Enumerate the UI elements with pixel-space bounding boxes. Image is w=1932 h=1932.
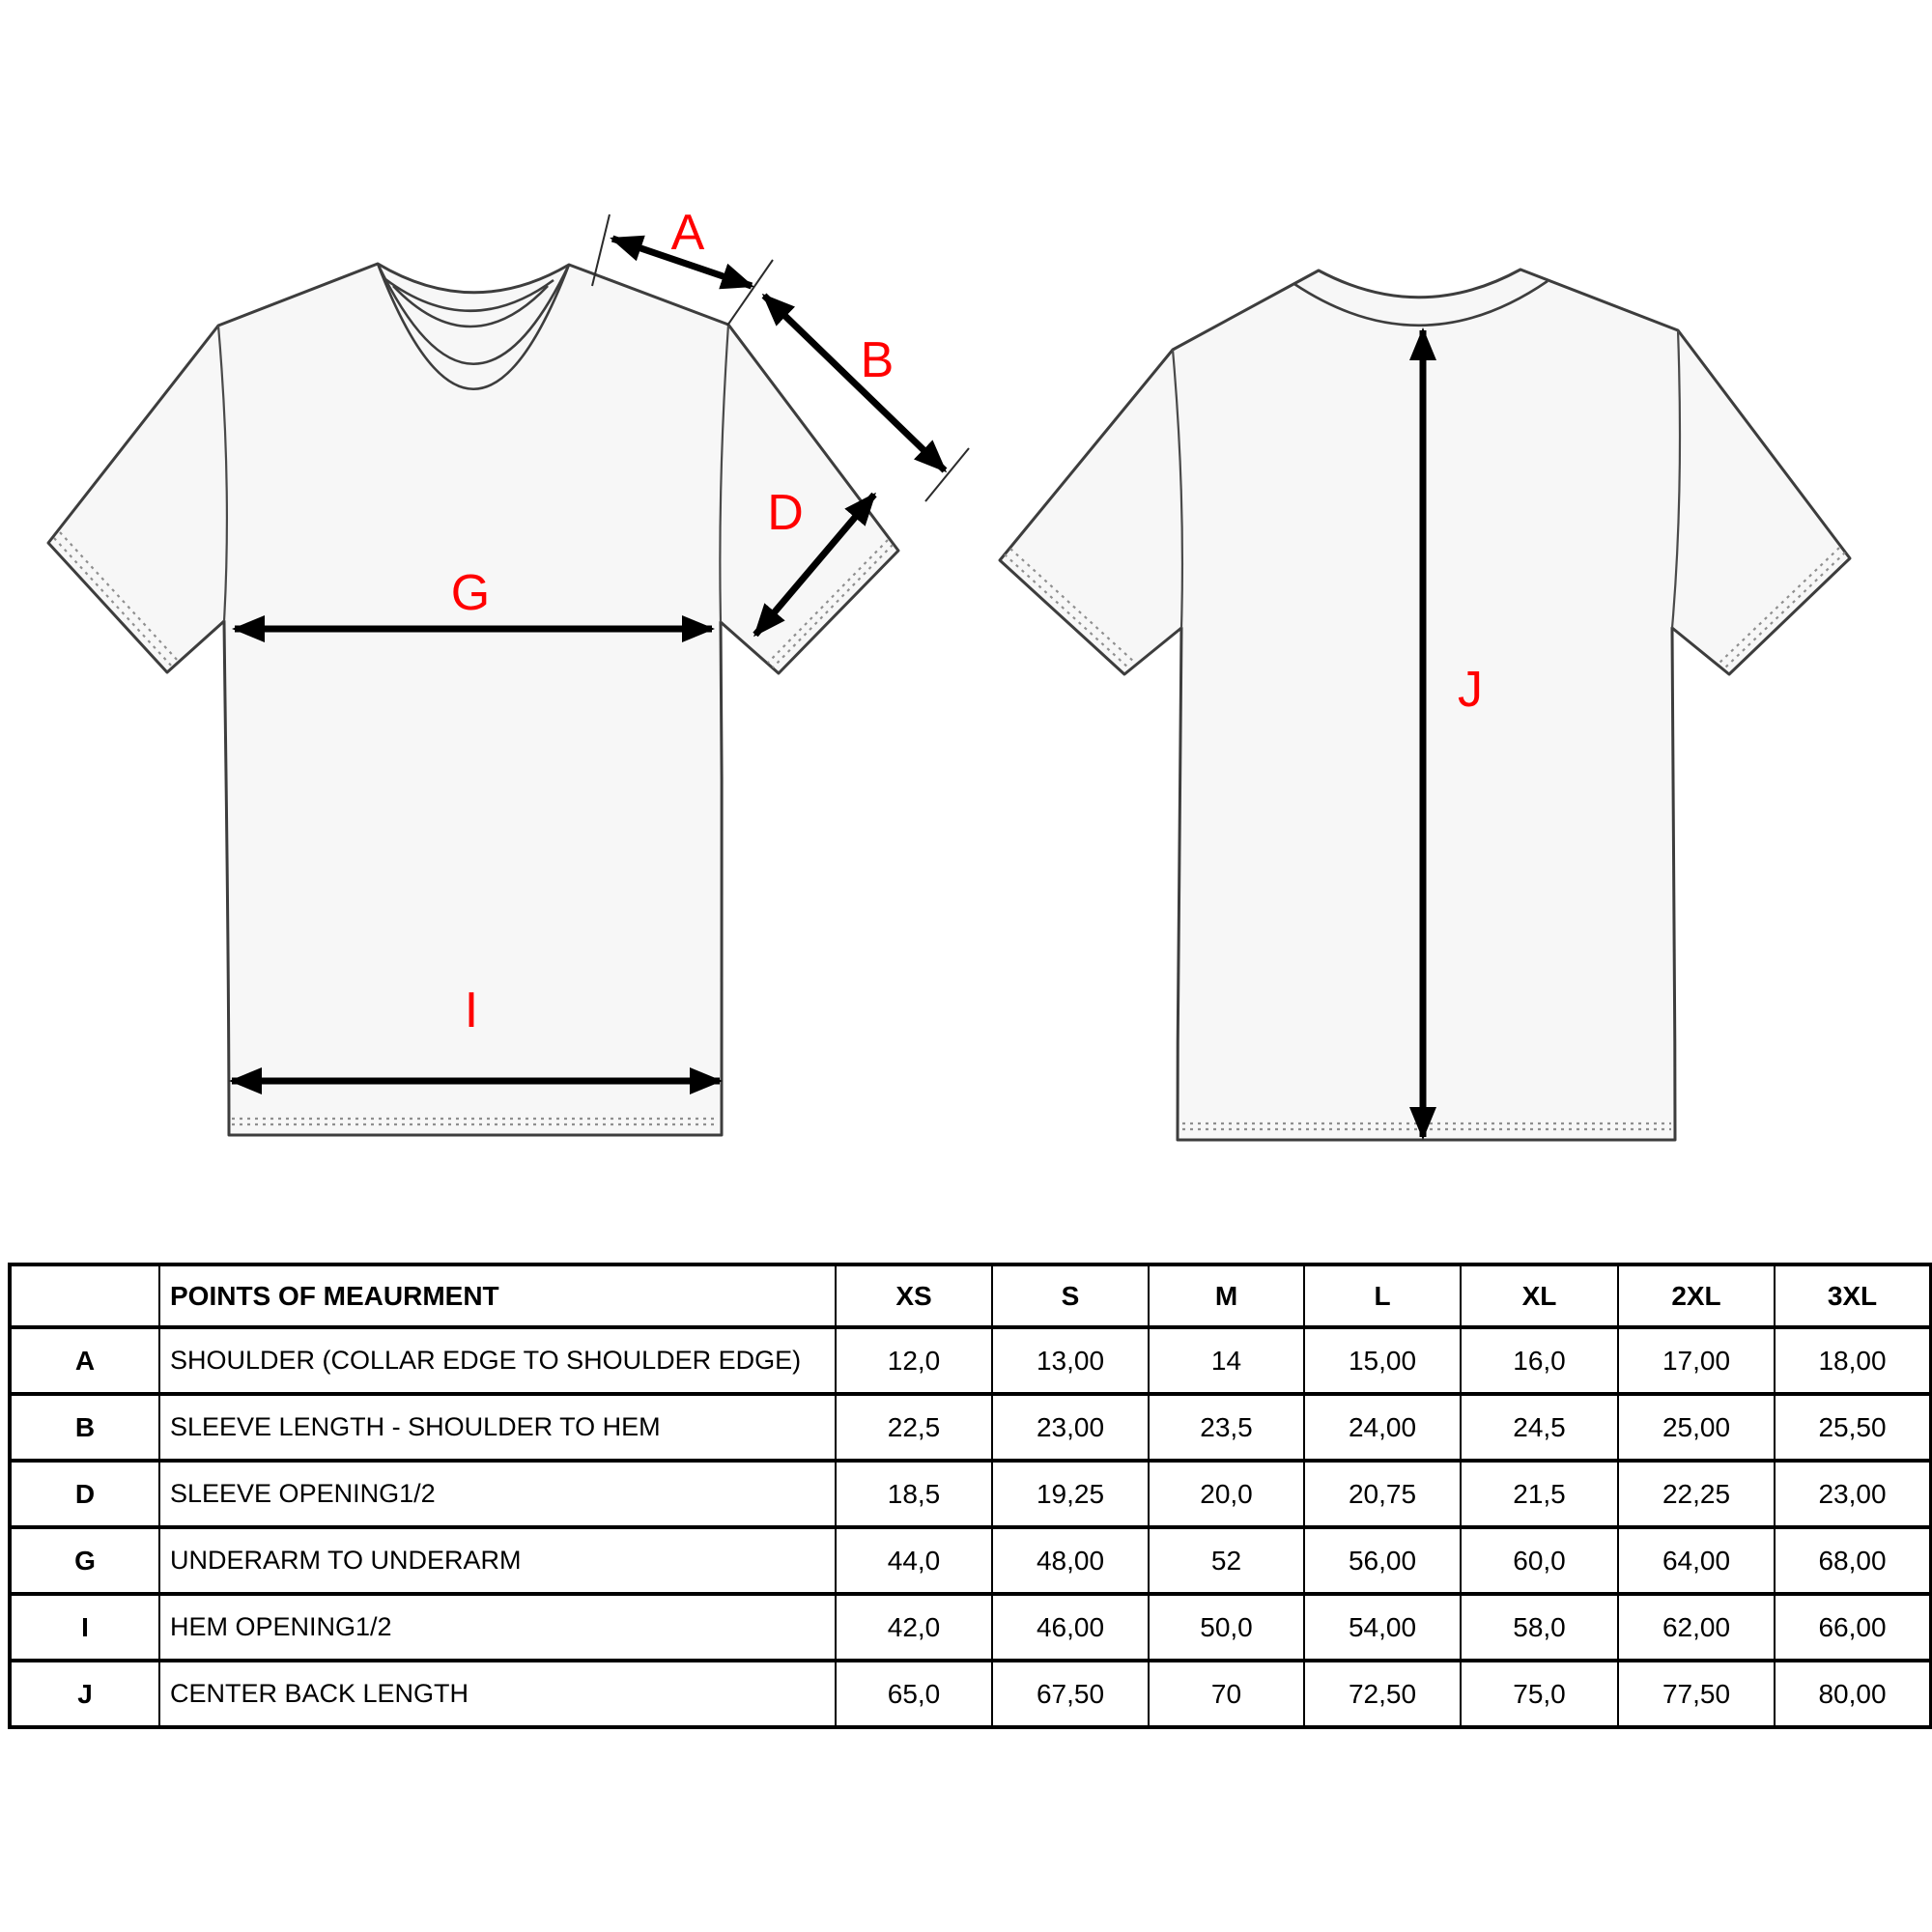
measurement-label-j: J [1458, 662, 1483, 718]
header-size-xs: XS [836, 1264, 992, 1327]
value-cell: 70 [1149, 1661, 1304, 1727]
table-row-b [10, 1394, 1931, 1461]
value-cell: 20,0 [1149, 1461, 1304, 1527]
measurement-label-d: D [767, 485, 804, 541]
value-cell: 24,5 [1461, 1394, 1618, 1461]
value-cell: 65,0 [836, 1661, 992, 1727]
measurement-label-g: G [450, 565, 491, 621]
value-cell: 15,00 [1304, 1327, 1461, 1394]
value-cell: 20,75 [1304, 1461, 1461, 1527]
value-cell: 60,0 [1461, 1527, 1618, 1594]
value-cell: 56,00 [1304, 1527, 1461, 1594]
measurement-label-b: B [860, 332, 895, 388]
value-cell: 25,50 [1775, 1394, 1931, 1461]
table-row-d [10, 1461, 1931, 1527]
value-cell: 12,0 [836, 1327, 992, 1394]
header-size-m: M [1149, 1264, 1304, 1327]
value-cell: 23,00 [992, 1394, 1149, 1461]
row-description: CENTER BACK LENGTH [159, 1661, 836, 1727]
value-cell: 58,0 [1461, 1594, 1618, 1661]
row-description: UNDERARM TO UNDERARM [159, 1527, 836, 1594]
row-letter: B [10, 1394, 159, 1461]
measurement-label-i: I [464, 982, 479, 1038]
value-cell: 24,00 [1304, 1394, 1461, 1461]
value-cell: 42,0 [836, 1594, 992, 1661]
size-table [8, 1263, 1932, 1729]
header-size-s: S [992, 1264, 1149, 1327]
value-cell: 25,00 [1618, 1394, 1775, 1461]
row-letter: I [10, 1594, 159, 1661]
measurement-label-a: A [670, 205, 705, 261]
row-description: SHOULDER (COLLAR EDGE TO SHOULDER EDGE) [159, 1327, 836, 1394]
value-cell: 22,25 [1618, 1461, 1775, 1527]
value-cell: 52 [1149, 1527, 1304, 1594]
table-row-g [10, 1527, 1931, 1594]
value-cell: 68,00 [1775, 1527, 1931, 1594]
value-cell: 21,5 [1461, 1461, 1618, 1527]
row-letter: D [10, 1461, 159, 1527]
row-description: HEM OPENING1/2 [159, 1594, 836, 1661]
value-cell: 66,00 [1775, 1594, 1931, 1661]
value-cell: 80,00 [1775, 1661, 1931, 1727]
row-letter: A [10, 1327, 159, 1394]
value-cell: 13,00 [992, 1327, 1149, 1394]
value-cell: 75,0 [1461, 1661, 1618, 1727]
header-pom-cell: POINTS OF MEAURMENT [159, 1264, 836, 1327]
value-cell: 54,00 [1304, 1594, 1461, 1661]
value-cell: 14 [1149, 1327, 1304, 1394]
table-row-i [10, 1594, 1931, 1661]
value-cell: 16,0 [1461, 1327, 1618, 1394]
header-size-2xl: 2XL [1618, 1264, 1775, 1327]
row-description: SLEEVE LENGTH - SHOULDER TO HEM [159, 1394, 836, 1461]
header-size-3xl: 3XL [1775, 1264, 1931, 1327]
extension-line-shoulder-edge [727, 260, 773, 326]
value-cell: 44,0 [836, 1527, 992, 1594]
value-cell: 23,00 [1775, 1461, 1931, 1527]
value-cell: 50,0 [1149, 1594, 1304, 1661]
value-cell: 46,00 [992, 1594, 1149, 1661]
value-cell: 64,00 [1618, 1527, 1775, 1594]
table-header-row [10, 1264, 1931, 1327]
value-cell: 62,00 [1618, 1594, 1775, 1661]
value-cell: 77,50 [1618, 1661, 1775, 1727]
header-letter-cell [10, 1264, 159, 1327]
value-cell: 18,00 [1775, 1327, 1931, 1394]
value-cell: 19,25 [992, 1461, 1149, 1527]
row-letter: J [10, 1661, 159, 1727]
value-cell: 48,00 [992, 1527, 1149, 1594]
header-size-l: L [1304, 1264, 1461, 1327]
row-letter: G [10, 1527, 159, 1594]
value-cell: 23,5 [1149, 1394, 1304, 1461]
row-description: SLEEVE OPENING1/2 [159, 1461, 836, 1527]
value-cell: 22,5 [836, 1394, 992, 1461]
value-cell: 72,50 [1304, 1661, 1461, 1727]
value-cell: 67,50 [992, 1661, 1149, 1727]
table-row-a [10, 1327, 1931, 1394]
table-row-j [10, 1661, 1931, 1727]
value-cell: 17,00 [1618, 1327, 1775, 1394]
header-size-xl: XL [1461, 1264, 1618, 1327]
value-cell: 18,5 [836, 1461, 992, 1527]
